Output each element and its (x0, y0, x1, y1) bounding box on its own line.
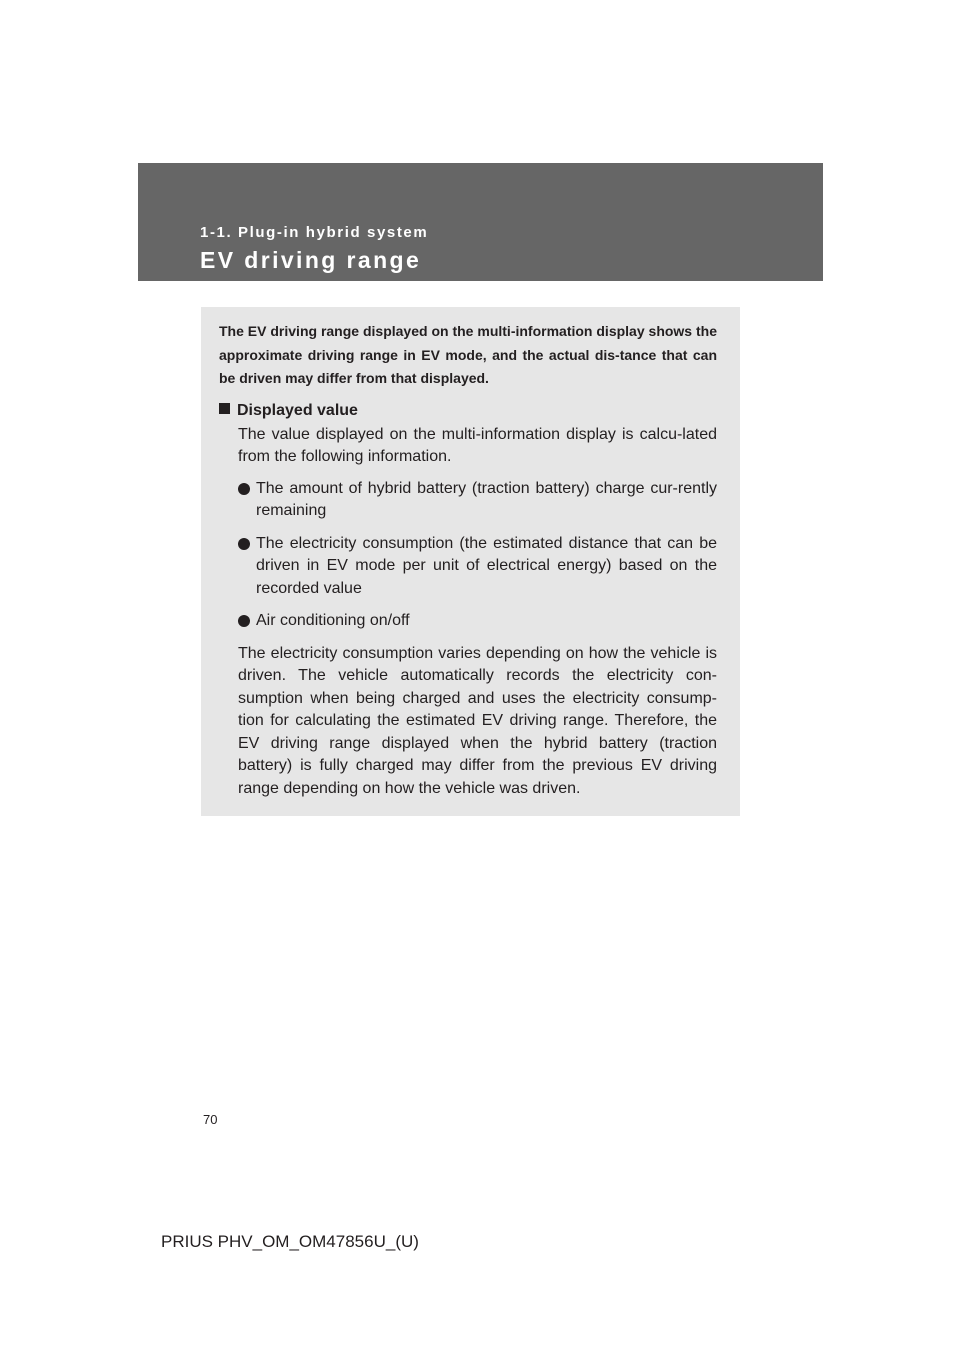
bullet-list (238, 478, 717, 633)
circle-bullet-icon (238, 615, 250, 627)
subheading-label: Displayed value (237, 401, 358, 419)
list-item (238, 533, 717, 601)
subheading (219, 399, 717, 422)
square-bullet-icon (219, 403, 230, 414)
section-label: 1-1. Plug-in hybrid system (200, 224, 429, 241)
body-paragraph-1: The value displayed on the multi-information display is calcu-lated from the following information. (238, 425, 717, 465)
circle-bullet-icon (238, 538, 250, 550)
circle-bullet-icon (238, 483, 250, 495)
list-item-text: The electricity consumption (the estimated distance that can be driven in EV mode per unit of electrical energy) based on the recorded value (256, 534, 717, 597)
list-item (238, 610, 717, 633)
page-title: EV driving range (200, 247, 422, 273)
content-box (201, 307, 740, 816)
list-item (238, 478, 717, 523)
intro-paragraph: The EV driving range displayed on the multi-information display shows the approximate driving range in EV mode, and the actual dis-tance that can be driven may differ from that displayed. (219, 323, 717, 386)
header-band (138, 163, 823, 281)
body-paragraph-2: The electricity consumption varies depending on how the vehicle is driven. The vehicle automatically records the electricity con-sumption when being charged and uses the electricity consump-tion for calculating the estimated EV driving range. Therefore, the EV driving range displayed when the hybrid battery (traction battery) is fully charged may differ from the previous EV driving range depending on how the vehicle was driven. (238, 644, 717, 797)
list-item-text: The amount of hybrid battery (traction battery) charge cur-rently remaining (256, 479, 717, 519)
document-id: PRIUS PHV_OM_OM47856U_(U) (161, 1232, 419, 1251)
page-number: 70 (203, 1112, 218, 1127)
list-item-text: Air conditioning on/off (256, 612, 410, 629)
